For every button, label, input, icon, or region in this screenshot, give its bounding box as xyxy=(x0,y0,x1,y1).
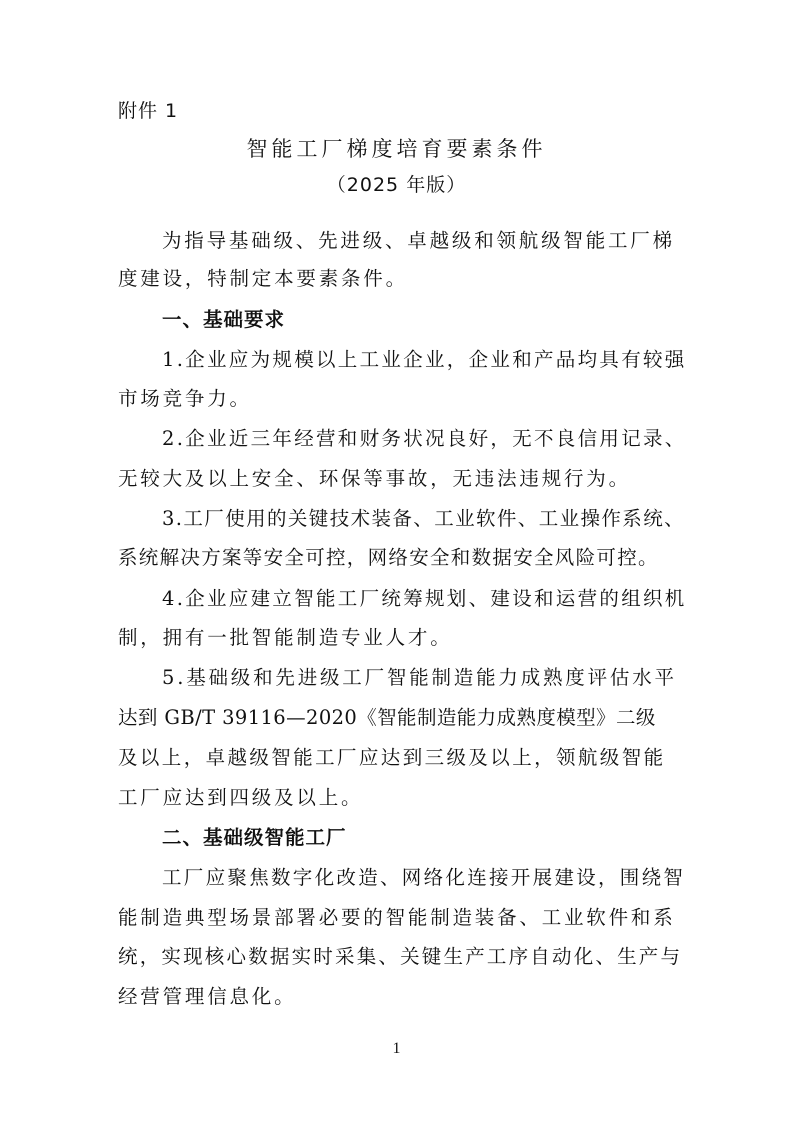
section-heading: 二、基础级智能工厂 xyxy=(162,826,347,849)
paragraph-line: 能制造典型场景部署必要的智能制造装备、工业软件和系 xyxy=(118,906,676,929)
paragraph-line: 统，实现核心数据实时采集、关键生产工序自动化、生产与 xyxy=(118,945,683,968)
intro-line: 度建设，特制定本要素条件。 xyxy=(118,267,408,290)
paragraph-line: 无较大及以上安全、环保等事故，无违法违规行为。 xyxy=(118,467,631,490)
page-number: 1 xyxy=(392,1040,401,1057)
paragraph-line: 1.企业应为规模以上工业企业，企业和产品均具有较强 xyxy=(162,348,687,371)
intro-line: 为指导基础级、先进级、卓越级和领航级智能工厂梯 xyxy=(162,229,675,252)
paragraph-line: 市场竞争力。 xyxy=(118,387,252,410)
paragraph-line: 及以上，卓越级智能工厂应达到三级及以上，领航级智能 xyxy=(118,746,666,769)
paragraph-line: 5.基础级和先进级工厂智能制造能力成熟度评估水平 xyxy=(162,666,677,689)
paragraph-line: 制，拥有一批智能制造专业人才。 xyxy=(118,626,453,649)
paragraph-line: 2.企业近三年经营和财务状况良好，无不良信用记录、 xyxy=(162,427,687,450)
document-title: 智能工厂梯度培育要素条件 xyxy=(246,137,547,161)
paragraph-line: 4.企业应建立智能工厂统筹规划、建设和运营的组织机 xyxy=(162,587,687,610)
paragraph-line: 工厂应聚焦数字化改造、网络化连接开展建设，围绕智 xyxy=(162,866,686,889)
paragraph-line: 系统解决方案等安全可控，网络安全和数据安全风险可控。 xyxy=(118,546,659,569)
paragraph-line: 3.工厂使用的关键技术装备、工业软件、工业操作系统、 xyxy=(162,507,686,530)
section-heading: 一、基础要求 xyxy=(162,308,286,331)
attachment-label: 附件 1 xyxy=(118,100,179,122)
paragraph-line: 工厂应达到四级及以上。 xyxy=(118,786,364,809)
document-subtitle: （2025 年版） xyxy=(326,174,467,196)
paragraph-line: 经营管理信息化。 xyxy=(118,985,297,1008)
paragraph-line: 达到 GB/T 39116—2020《智能制造能力成熟度模型》二级 xyxy=(118,706,656,729)
